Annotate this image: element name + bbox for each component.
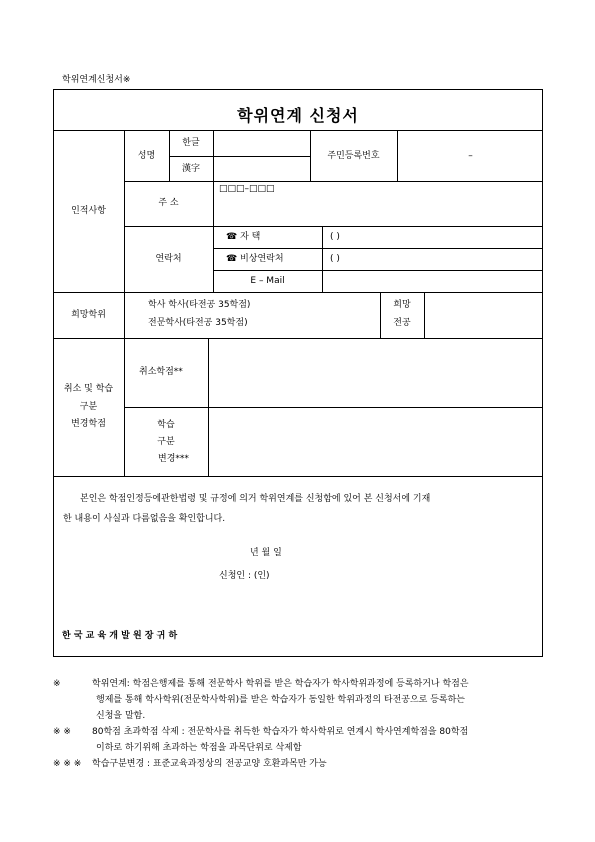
- home-phone-field[interactable]: ( ): [330, 232, 340, 242]
- learning-change-field[interactable]: [209, 408, 542, 475]
- note-text: 이하로 하기위해 초과하는 학점을 과목단위로 삭제함: [96, 743, 302, 753]
- major-label: 희망: [393, 300, 411, 310]
- address-label: 주 소: [158, 198, 179, 208]
- application-date: 년 월 일: [250, 548, 282, 558]
- hangul-label: 한글: [182, 138, 200, 148]
- home-phone-label: ☎ 자 택: [226, 232, 261, 242]
- note-text: 80학점 초과학점 삭제 : 전문학사를 취득한 학습자가 학사학위로 연계시 학사연계학점을 80학점: [92, 727, 469, 737]
- learning-change-label-3: 변경***: [158, 454, 189, 464]
- declaration-line-2: 한 내용이 사실과 다름없음을 확인합니다.: [63, 514, 226, 524]
- contact-label: 연락처: [155, 254, 182, 264]
- degree-label: 희망학위: [71, 310, 106, 320]
- note-mark: ※ ※ ※: [53, 759, 82, 769]
- recipient: 한 국 교 육 개 발 원 장 귀 하: [62, 631, 178, 641]
- form-caption: 학위연계신청서※: [62, 75, 131, 85]
- rrn-field[interactable]: –: [468, 151, 473, 161]
- row-divider: [124, 226, 543, 227]
- note-mark: ※: [53, 679, 61, 689]
- learning-change-label-2: 구분: [157, 437, 175, 447]
- col-divider: [124, 292, 125, 338]
- name-label: 성명: [137, 151, 156, 161]
- degree-option-associate[interactable]: 전문학사(타전공 35학점): [148, 318, 248, 328]
- hangul-name-field[interactable]: [214, 131, 309, 155]
- email-label: E – Mail: [250, 276, 285, 286]
- declaration-line-1: 본인은 학점인정등에관한법령 및 규정에 의거 학위연계를 신청함에 있어 본 신청서에 기재: [80, 494, 431, 504]
- note-mark: ※ ※: [53, 727, 71, 737]
- degree-option-bachelor[interactable]: 학사 학사(타전공 35학점): [148, 300, 251, 310]
- col-divider: [124, 338, 125, 476]
- learning-change-label-1: 학습: [157, 420, 175, 430]
- hanja-name-field[interactable]: [214, 157, 309, 180]
- change-label-3: 변경학점: [71, 419, 106, 429]
- col-divider: [380, 292, 381, 338]
- address-field[interactable]: □□□–□□□: [219, 184, 275, 194]
- row-divider: [213, 248, 543, 249]
- email-field[interactable]: [323, 271, 542, 291]
- cancel-credit-label: 취소학점**: [139, 367, 183, 377]
- cancel-credit-field[interactable]: [209, 339, 542, 406]
- note-text: 신청을 말함.: [96, 711, 146, 721]
- hanja-label: 漢字: [181, 164, 200, 174]
- change-label-2: 구분: [79, 402, 98, 412]
- row-divider: [53, 476, 543, 477]
- applicant-signature: 신청인 : (인): [219, 571, 270, 581]
- major-label-2: 전공: [393, 318, 411, 328]
- note-text: 학습구분변경 : 표준교육과정상의 전공교양 호환과목만 가능: [92, 759, 327, 769]
- form-title: 학위연계 신청서: [237, 106, 359, 125]
- major-field[interactable]: [425, 293, 542, 337]
- emergency-phone-label: ☎ 비상연락처: [226, 254, 284, 264]
- rrn-label: 주민등록번호: [327, 151, 380, 161]
- change-label-1: 취소 및 학습: [63, 384, 114, 394]
- section-label-personal: 인적사항: [71, 206, 106, 216]
- row-divider: [124, 181, 543, 182]
- emergency-phone-field[interactable]: ( ): [330, 254, 340, 264]
- note-text: 학위연계: 학점은행제를 통해 전문학사 학위를 받은 학습자가 학사학위과정에 등록하거나 학점은: [92, 679, 469, 689]
- note-text: 행제를 통해 학사학위(전문학사학위)를 받은 학습자가 동일한 학위과정의 타전공으로 등록하는: [96, 695, 465, 705]
